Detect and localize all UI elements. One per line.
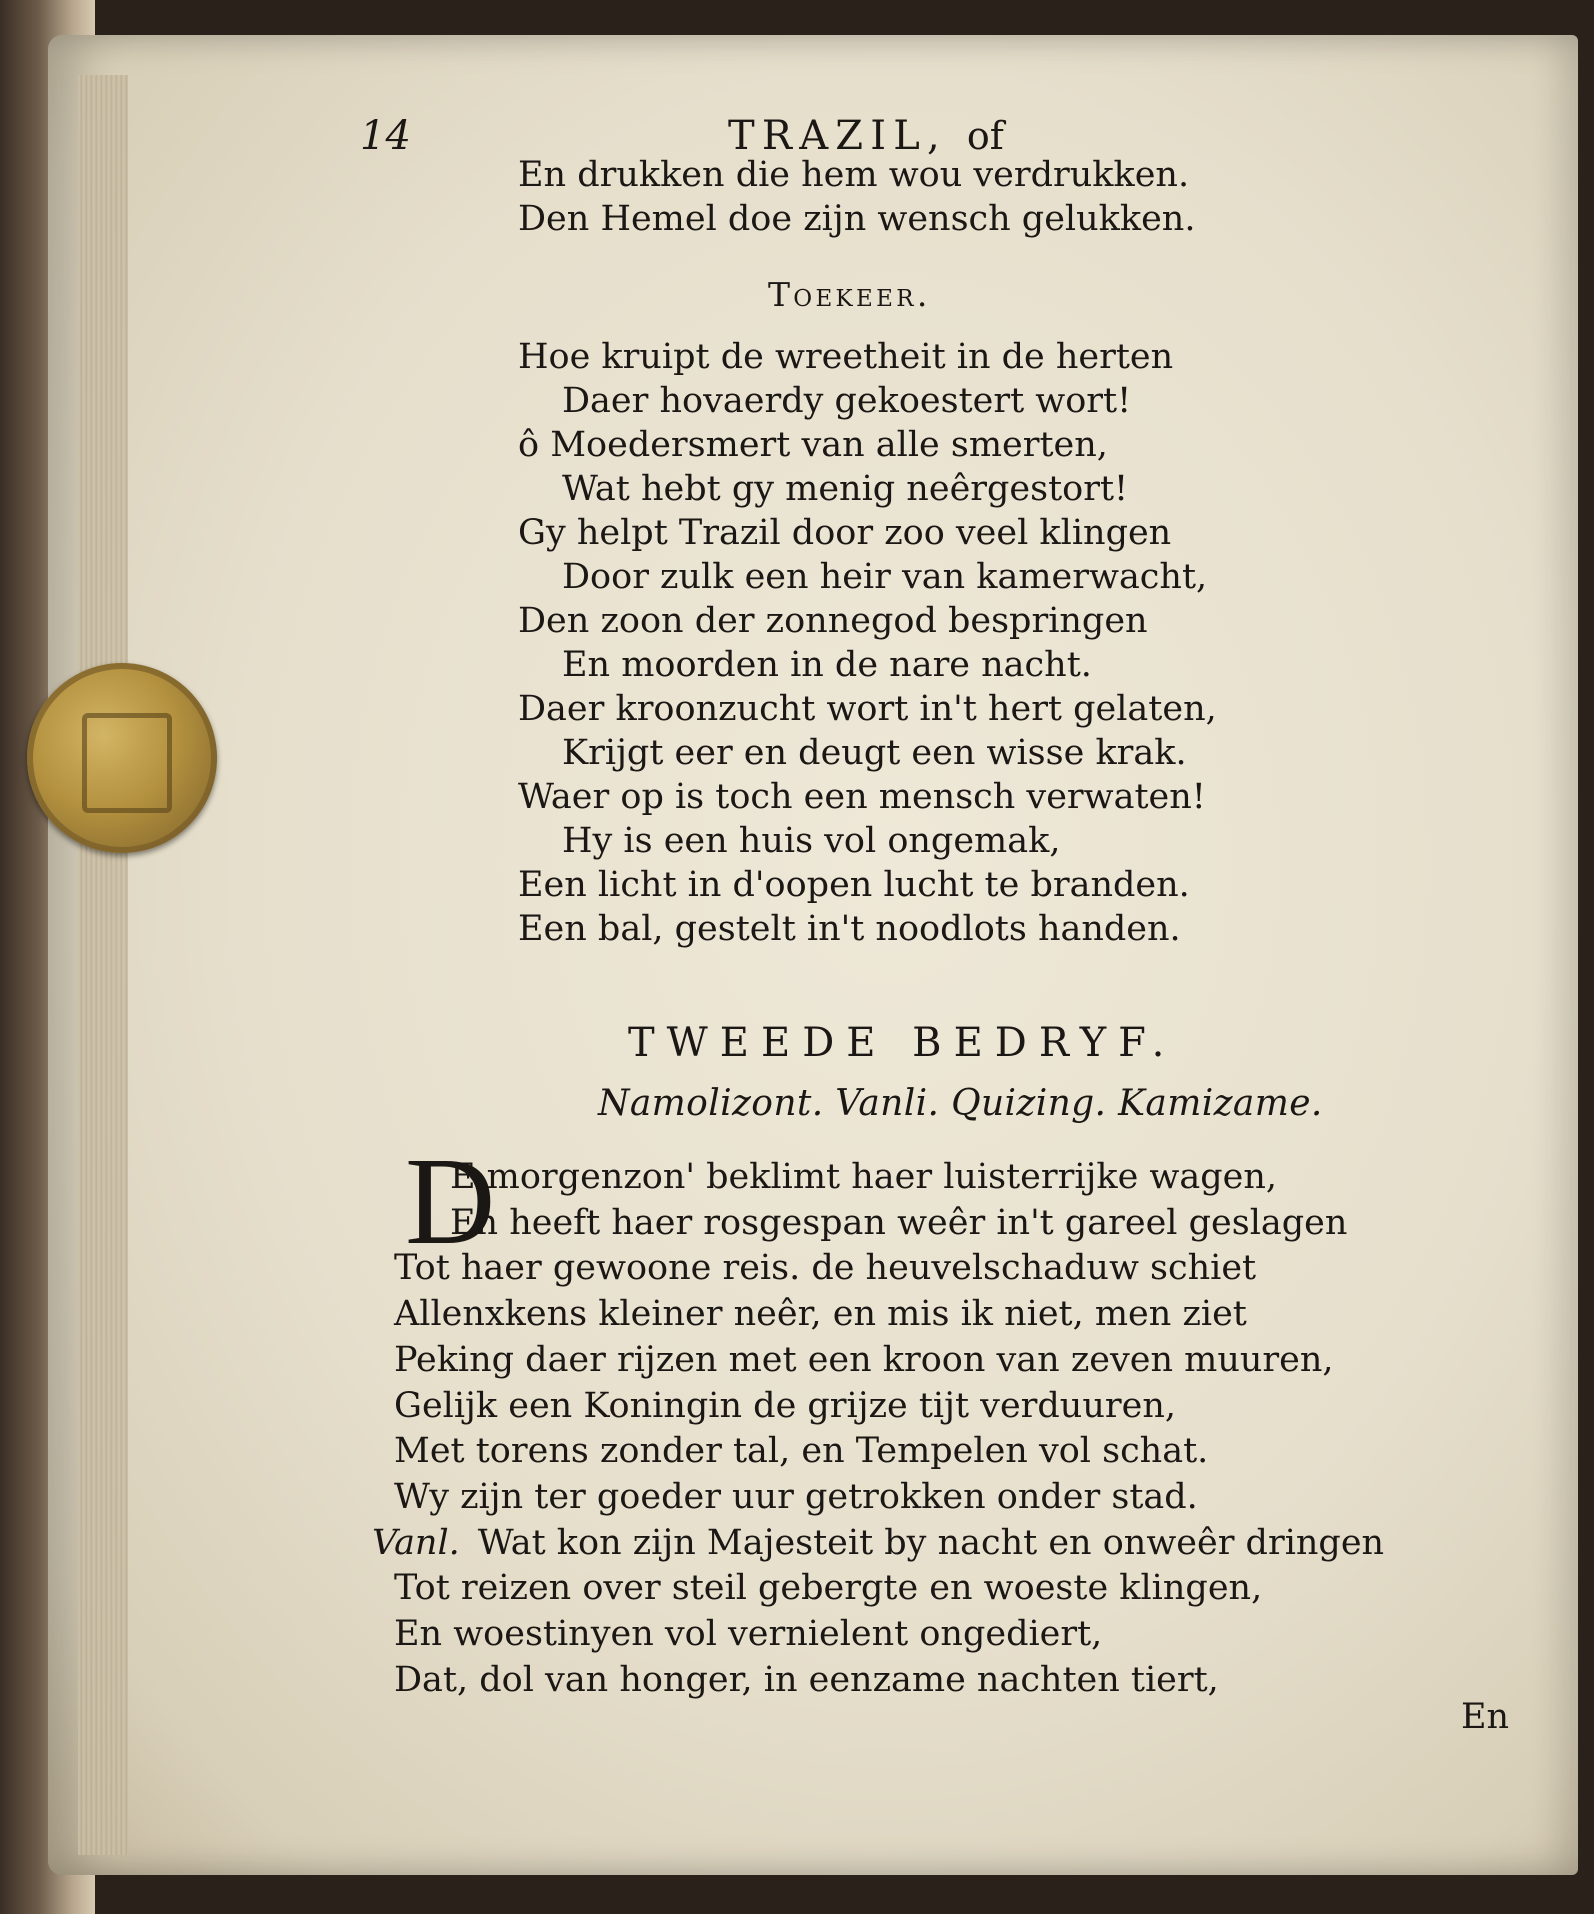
running-head-suffix: of: [966, 114, 1004, 158]
speech-line-text: Allenxkens kleiner neêr, en mis ik niet, men ziet: [394, 1294, 1247, 1335]
verse-line: ô Moedersmert van alle smerten,: [518, 425, 1108, 465]
verse-line: En moorden in de nare nacht.: [562, 645, 1092, 685]
speech-line: [394, 1658, 1384, 1704]
speech-line-text: E morgenzon' beklimt haer luisterrijke wagen,: [450, 1157, 1278, 1197]
verse-line: Een licht in d'oopen lucht te branden.: [518, 865, 1190, 905]
verse-line: Den Hemel doe zijn wensch gelukken.: [518, 199, 1196, 239]
book-page: [48, 35, 1578, 1875]
speech-line-text: Met torens zonder tal, en Tempelen vol schat.: [394, 1431, 1209, 1472]
verse-line: Wat hebt gy menig neêrgestort!: [562, 469, 1129, 509]
speech-line: [394, 1338, 1384, 1384]
toekeer-heading: Toekeer.: [768, 275, 931, 314]
page-stack-edge: [78, 75, 128, 1855]
speech-line: [394, 1429, 1384, 1475]
speech-line-text: Wy zijn ter goeder uur getrokken onder stad.: [394, 1476, 1198, 1517]
speech-line: [394, 1475, 1384, 1521]
verse-line: Den zoon der zonnegod bespringen: [518, 601, 1148, 641]
speech-line: [450, 1201, 1384, 1247]
speech-text: [372, 1155, 1385, 1703]
verse-line: Daer hovaerdy gekoestert wort!: [562, 381, 1132, 421]
coin-scale-reference: [27, 663, 217, 853]
page-number: 14: [360, 113, 411, 159]
speech-line: [394, 1566, 1384, 1612]
speech-line: [372, 1521, 1385, 1567]
speech-line-text: Gelijk een Koningin de grijze tijt verduuren,: [394, 1385, 1176, 1426]
speech-line: [394, 1612, 1384, 1658]
running-head-title: TRAZIL,: [728, 113, 947, 159]
verse-line: Hoe kruipt de wreetheit in de herten: [518, 337, 1174, 377]
verse-line: Daer kroonzucht wort in't hert gelaten,: [518, 689, 1217, 729]
verse-line: Gy helpt Trazil door zoo veel klingen: [518, 513, 1172, 553]
toekeer-verse: [518, 335, 1217, 951]
speech-line: [394, 1246, 1384, 1292]
verse-line: En drukken die hem wou verdrukken.: [518, 155, 1190, 195]
speech-line-text: Tot haer gewoone reis. de heuvelschaduw schiet: [394, 1248, 1257, 1289]
speech-line-text: En heeft haer rosgespan weêr in't gareel geslagen: [450, 1202, 1348, 1243]
stanza-top: [518, 153, 1195, 241]
speech-line: [394, 1384, 1384, 1430]
drop-cap: D: [405, 1133, 496, 1271]
verse-line: Door zulk een heir van kamerwacht,: [562, 557, 1208, 597]
verse-line: Waer op is toch een mensch verwaten!: [518, 777, 1206, 817]
speech-line: [450, 1155, 1384, 1201]
speech-line-text: Peking daer rijzen met een kroon van zeven muuren,: [394, 1339, 1334, 1380]
speech-line-text: Tot reizen over steil gebergte en woeste klingen,: [394, 1568, 1263, 1609]
verse-line: Een bal, gestelt in't noodlots handen.: [518, 909, 1181, 949]
coin-relief: [82, 713, 172, 813]
verse-line: Hy is een huis vol ongemak,: [562, 821, 1061, 861]
verse-line: Krijgt eer en deugt een wisse krak.: [562, 733, 1187, 773]
speaker-label: Vanl.: [372, 1522, 460, 1563]
speech-line: [394, 1292, 1384, 1338]
cast-list: Namolizont. Vanli. Quizing. Kamizame.: [598, 1083, 1323, 1124]
act-title: TWEEDE BEDRYF.: [628, 1020, 1177, 1066]
speech-line-text: En woestinyen vol vernielent ongediert,: [394, 1614, 1103, 1655]
speech-line-text: Wat kon zijn Majesteit by nacht en onweêr dringen: [477, 1522, 1385, 1563]
speech-line-text: Dat, dol van honger, in eenzame nachten tiert,: [394, 1659, 1219, 1700]
catchword: En: [1461, 1697, 1510, 1737]
